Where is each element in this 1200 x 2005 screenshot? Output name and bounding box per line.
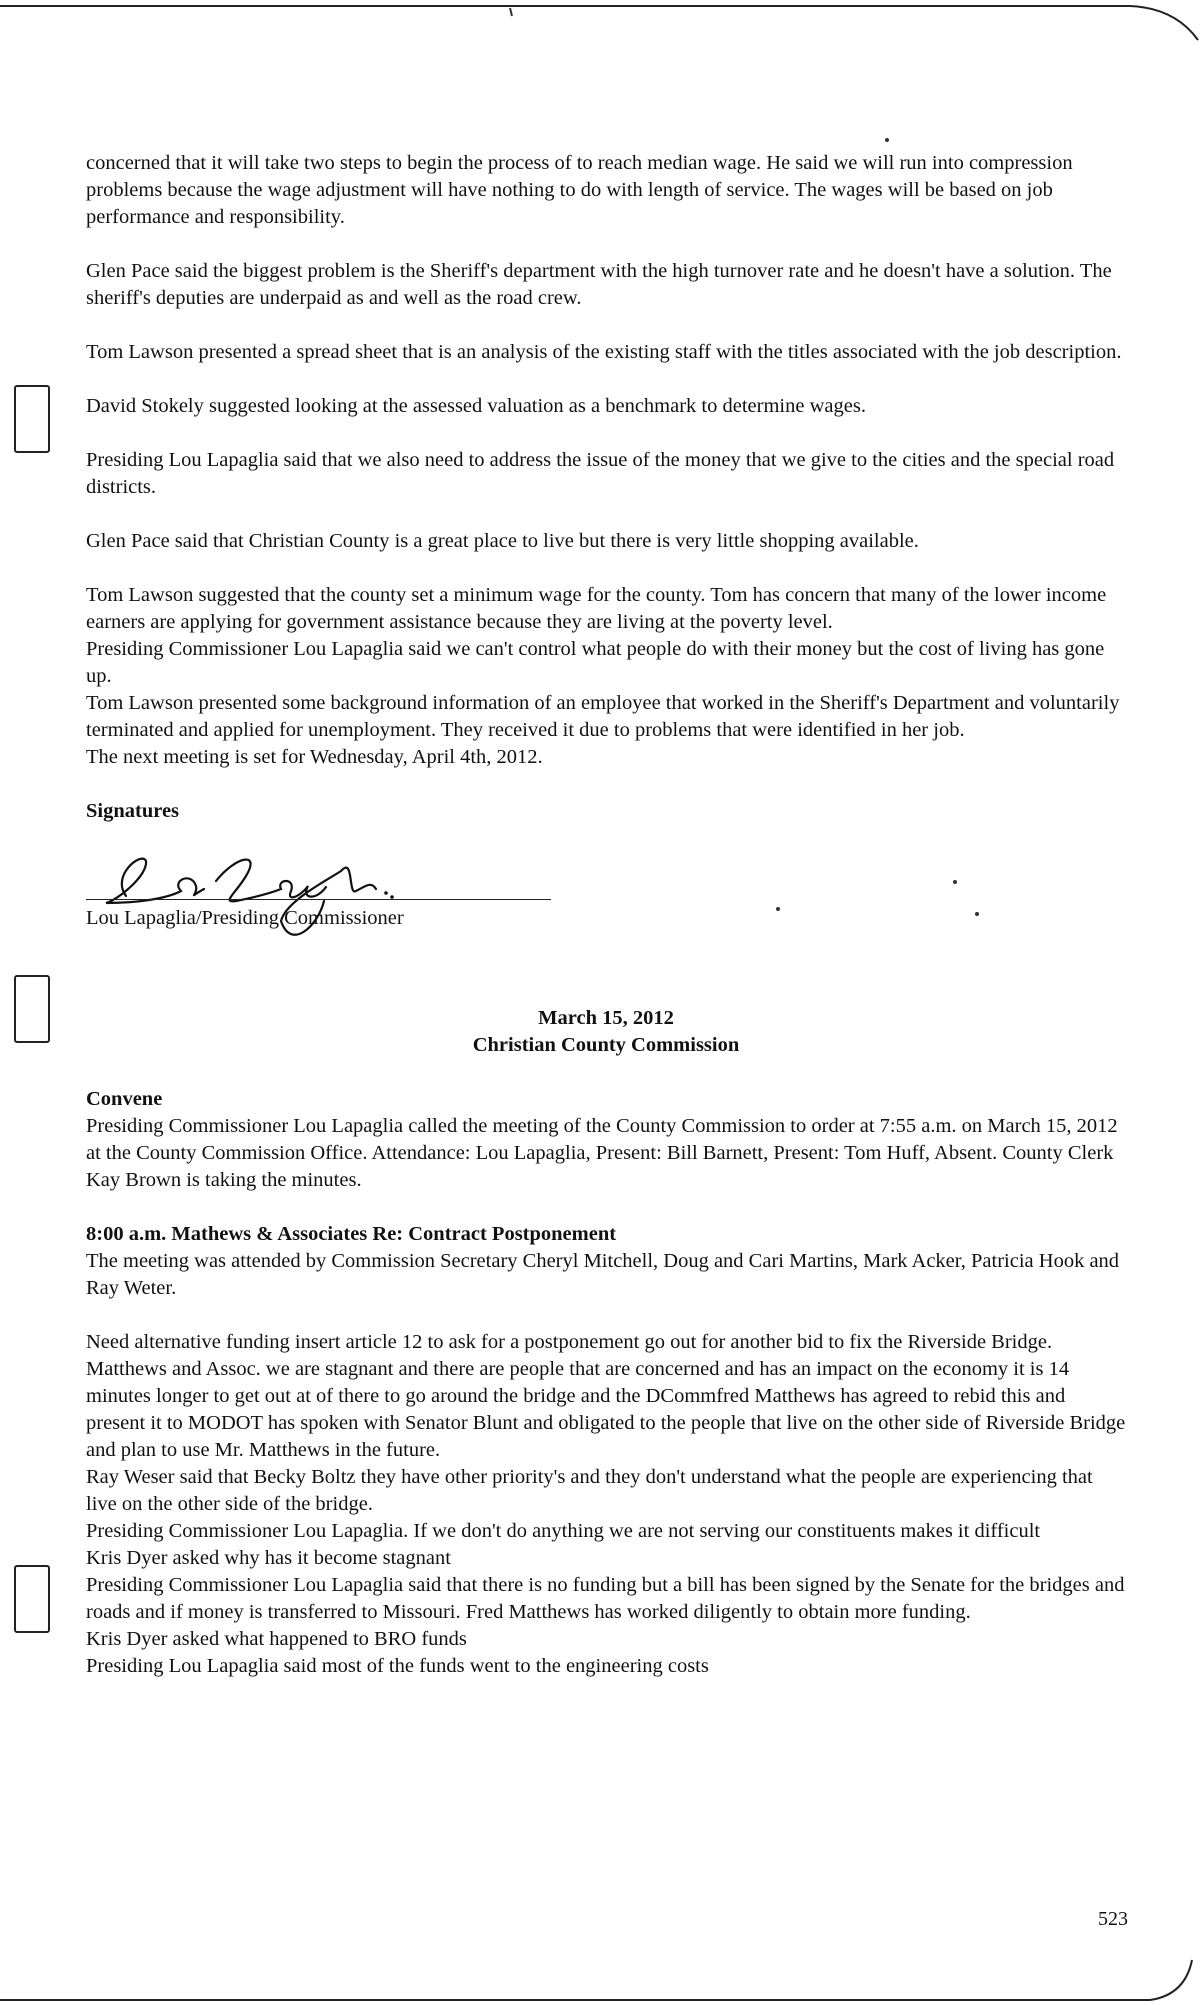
handwritten-signature <box>86 841 406 951</box>
paragraph: Presiding Lou Lapaglia said that we also need to address the issue of the money that we give to the cities and the special road districts. <box>86 449 1115 498</box>
agenda-line: Kris Dyer asked why has it become stagnant <box>86 1547 451 1569</box>
hole-punch-mark <box>14 975 50 1043</box>
paragraph: Glen Pace said that Christian County is a great place to live but there is very little shopping available. <box>86 530 919 552</box>
agenda-line: Need alternative funding insert article 12 to ask for a postponement go out for another bid to fix the Riverside Bridge. Matthews and Assoc. we are stagnant and there are people that are concerned and has an impact on the economy it is 14 minutes longer to get out at of there to go around the bridge and the DCommfred Matthews has agreed to rebid this and present it to MODOT has spoken with Senator Blunt and obligated to the people that live on the other side of Riverside Bridge and plan to use Mr. Matthews in the future. <box>86 1331 1126 1461</box>
agenda-line: Presiding Commissioner Lou Lapaglia. If we don't do anything we are not serving our constituents makes it difficult <box>86 1520 1041 1542</box>
paragraph: Presiding Commissioner Lou Lapaglia said we can't control what people do with their money but the cost of living has gone up. <box>86 638 1105 687</box>
paragraph: Glen Pace said the biggest problem is the Sheriff's department with the high turnover rate and he doesn't have a solution. The sheriff's deputies are underpaid as and well as the road crew. <box>86 260 1112 309</box>
signature-block <box>86 841 1126 941</box>
paragraph: concerned that it will take two steps to begin the process of to reach median wage. He said we will run into compression problems because the wage adjustment will have nothing to do with length of service. The wages will be based on job performance and responsibility. <box>86 152 1073 228</box>
agenda-line: Kris Dyer asked what happened to BRO funds <box>86 1628 467 1650</box>
meeting-date: March 15, 2012 <box>538 1007 674 1029</box>
hole-punch-mark <box>14 1565 50 1633</box>
scan-speck <box>885 138 889 142</box>
agenda-line: Presiding Lou Lapaglia said most of the funds went to the engineering costs <box>86 1655 709 1677</box>
agenda-item-intro: The meeting was attended by Commission Secretary Cheryl Mitchell, Doug and Cari Martins, Mark Acker, Patricia Hook and Ray Weter. <box>86 1250 1120 1299</box>
signatures-heading: Signatures <box>86 800 180 822</box>
paragraph: The next meeting is set for Wednesday, April 4th, 2012. <box>86 746 543 768</box>
page-number: 523 <box>1098 1908 1128 1930</box>
agenda-line: Presiding Commissioner Lou Lapaglia said that there is no funding but a bill has been signed by the Senate for the bridges and roads and if money is transferred to Missouri. Fred Matthews has worked diligently to obtain more funding. <box>86 1574 1125 1623</box>
paragraph: Tom Lawson suggested that the county set a minimum wage for the county. Tom has concern that many of the lower income earners are applying for government assistance because they are living at the poverty level. <box>86 584 1107 633</box>
paragraph: David Stokely suggested looking at the assessed valuation as a benchmark to determine wages. <box>86 395 866 417</box>
convene-text: Presiding Commissioner Lou Lapaglia called the meeting of the County Commission to order at 7:55 a.m. on March 15, 2012 at the County Commission Office. Attendance: Lou Lapaglia, Present: Bill Barnett, Present: Tom Huff, Absent. County Clerk Kay Brown is taking the minutes. <box>86 1115 1118 1191</box>
convene-heading: Convene <box>86 1088 163 1110</box>
signature-line <box>86 899 551 900</box>
signature-caption: Lou Lapaglia/Presiding Commissioner <box>86 907 404 929</box>
minutes-body <box>86 150 1126 1680</box>
paragraph: Tom Lawson presented a spread sheet that is an analysis of the existing staff with the titles associated with the job description. <box>86 341 1122 363</box>
hole-punch-mark <box>14 385 50 453</box>
agenda-item-heading: 8:00 a.m. Mathews & Associates Re: Contract Postponement <box>86 1223 617 1245</box>
meeting-body: Christian County Commission <box>472 1034 740 1056</box>
paragraph: Tom Lawson presented some background information of an employee that worked in the Sheriff's Department and voluntarily terminated and applied for unemployment. They received it due to problems that were identified in her job. <box>86 692 1120 741</box>
agenda-line: Ray Weser said that Becky Boltz they have other priority's and they don't understand what the people are experiencing that live on the other side of the bridge. <box>86 1466 1093 1515</box>
